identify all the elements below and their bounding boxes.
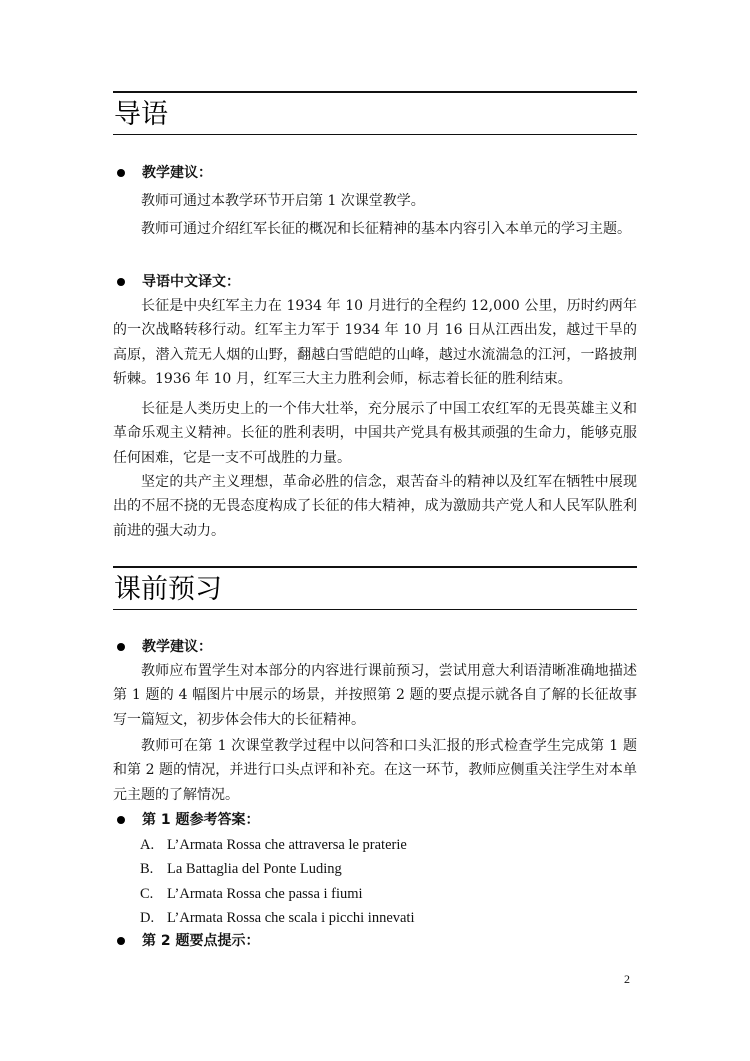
bullet-teaching-advice: [113, 637, 637, 657]
answer-text: La Battaglia del Ponte Luding: [167, 861, 342, 878]
section-heading: 导语: [114, 98, 168, 130]
paragraph: 长征是人类历史上的一个伟大壮举，充分展示了中国工农红军的无畏英雄主义和革命乐观主义精神。长征的胜利表明，中国共产党具有极其顽强的生命力，能够克服任何困难，它是一支不可战胜的力量。: [113, 401, 637, 466]
bullet-dot-icon: [117, 643, 125, 651]
heading-rule-top: [113, 566, 637, 568]
answer-text: L’Armata Rossa che attraversa le praterie: [167, 837, 407, 853]
bullet-dot-icon: [117, 169, 125, 177]
bullet-hints-q2: [113, 931, 637, 951]
section-intro: [113, 91, 637, 135]
section-preview: [113, 566, 637, 610]
section-heading: 课前预习: [114, 573, 222, 605]
answer-letter: C.: [140, 885, 154, 902]
answer-letter: A.: [140, 837, 155, 853]
page-number: 2: [624, 972, 630, 986]
answer-text: L’Armata Rossa che passa i fiumi: [167, 885, 363, 902]
answer-item: [140, 882, 620, 906]
paragraph: 教师应布置学生对本部分的内容进行课前预习，尝试用意大利语清晰准确地描述第 1 题的 4 幅图片中展示的场景，并按照第 2 题的要点提示就各自了解的长征故事写一篇短文，初步体会伟大的长征精神。: [113, 663, 637, 728]
answer-item: [140, 906, 620, 930]
heading-rule-bottom: [113, 609, 637, 610]
bullet-label: 第 2 题要点提示：: [142, 933, 260, 949]
bullet-label: 导语中文译文：: [142, 274, 240, 290]
bullet-dot-icon: [117, 937, 125, 945]
paragraph: 长征是中央红军主力在 1934 年 10 月进行的全程约 12,000 公里，历时约两年的一次战略转移行动。红军主力军于 1934 年 10 月 16 日从江西出发，越过干旱的高原，潜入荒无人烟的山野，翻越白雪皑皑的山峰，越过水流湍急的江河，一路披荆斩棘。1936 年 10 月，红军三大主力胜利会师，标志着长征的胜利结束。: [113, 298, 637, 387]
paragraph: 坚定的共产主义理想，革命必胜的信念，艰苦奋斗的精神以及红军在牺牲中展现出的不屈不挠的无畏态度构成了长征的伟大精神，成为激励共产党人和人民军队胜利前进的强大动力。: [113, 474, 637, 539]
bullet-intro-translation: [113, 272, 637, 292]
bullet-label: 第 1 题参考答案：: [142, 812, 260, 828]
answer-letter: B.: [140, 861, 154, 878]
answer-letter: D.: [140, 909, 155, 926]
answer-text: L’Armata Rossa che scala i picchi innevati: [167, 909, 415, 926]
heading-rule-bottom: [113, 134, 637, 135]
paragraph: 教师可在第 1 次课堂教学过程中以问答和口头汇报的形式检查学生完成第 1 题和第 2 题的情况，并进行口头点评和补充。在这一环节，教师应侧重关注学生对本单元主题的了解情况。: [113, 738, 637, 803]
bullet-dot-icon: [117, 816, 125, 824]
paragraph: 教师可通过介绍红军长征的概况和长征精神的基本内容引入本单元的学习主题。: [141, 221, 631, 237]
bullet-label: 教学建议：: [142, 639, 212, 655]
bullet-dot-icon: [117, 278, 125, 286]
bullet-teaching-advice: [113, 163, 637, 183]
answer-item: [140, 857, 620, 881]
answer-item: [140, 833, 620, 857]
answer-list: [140, 833, 620, 930]
bullet-answer-key-q1: [113, 810, 637, 830]
bullet-label: 教学建议：: [142, 165, 212, 181]
paragraph: 教师可通过本教学环节开启第 1 次课堂教学。: [141, 193, 425, 209]
heading-rule-top: [113, 91, 637, 93]
